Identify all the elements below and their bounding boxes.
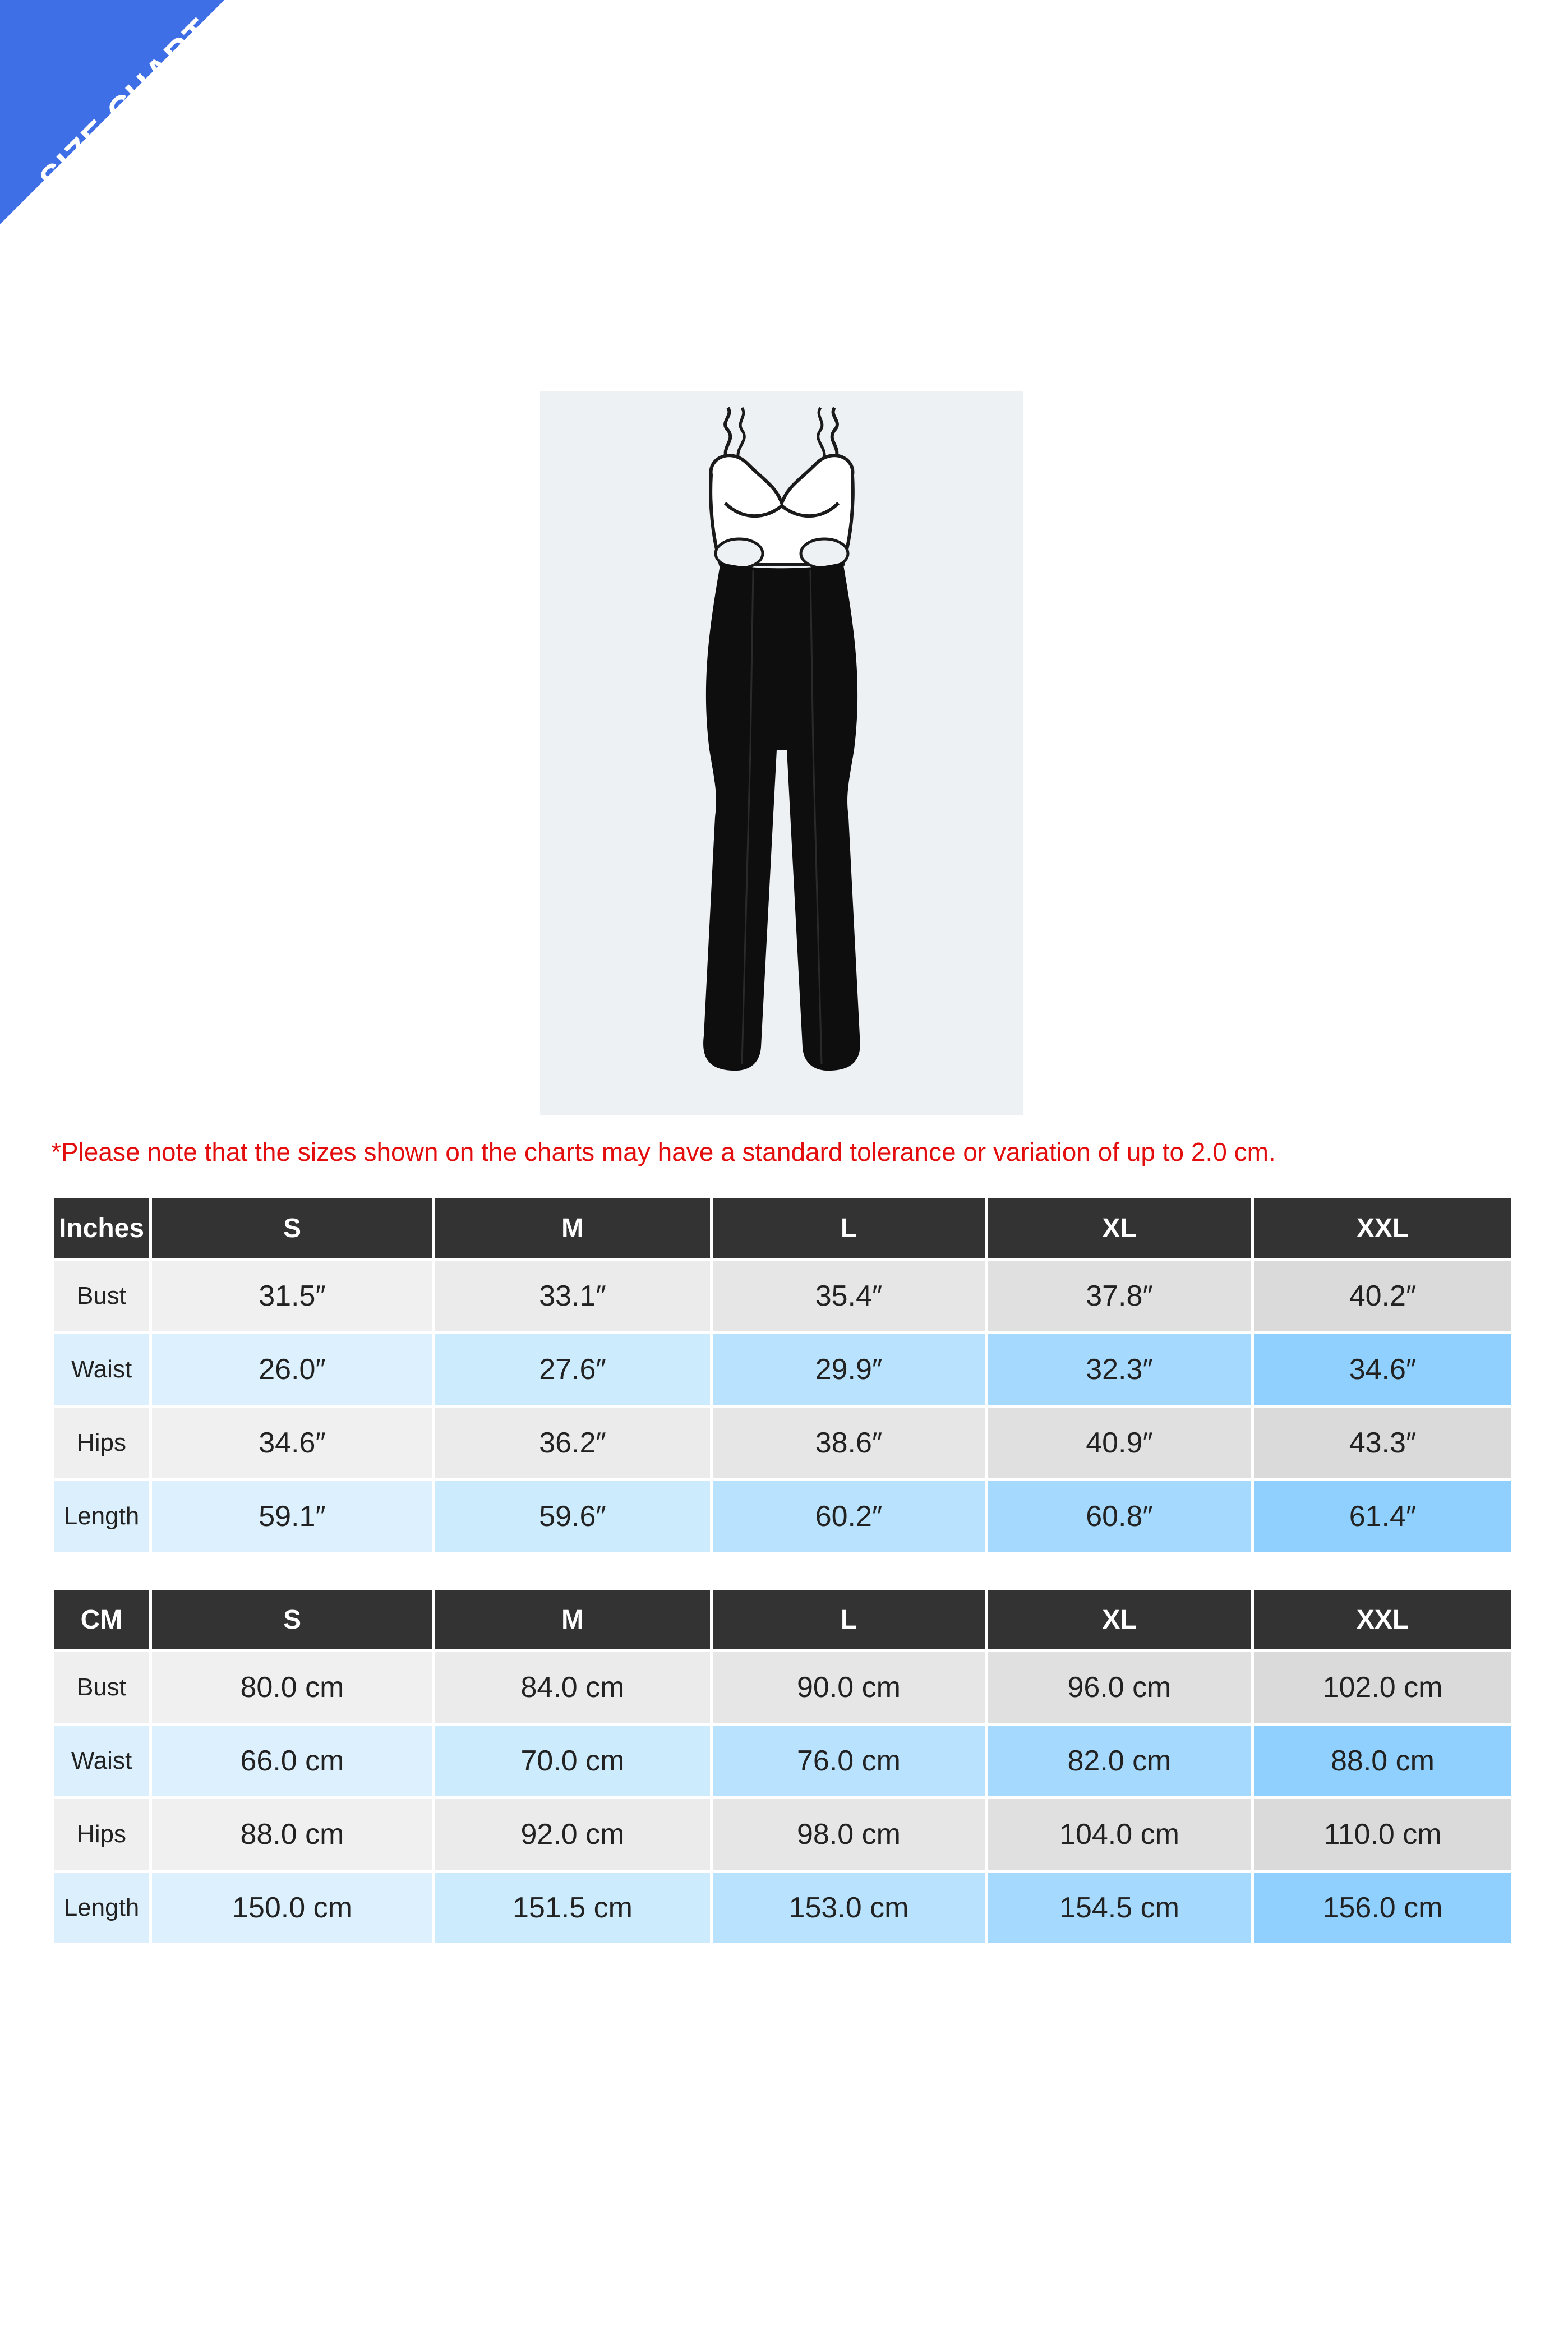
unit-header: Inches: [54, 1198, 149, 1258]
table-cell: 76.0 cm: [713, 1726, 985, 1796]
table-cell: 150.0 cm: [152, 1873, 432, 1943]
table-cell: 61.4″: [1254, 1481, 1511, 1552]
table-cell: 66.0 cm: [152, 1726, 432, 1796]
row-label: Hips: [54, 1408, 149, 1478]
table-row: [54, 1873, 1511, 1943]
row-label: Bust: [54, 1261, 149, 1331]
table-cell: 29.9″: [713, 1334, 985, 1405]
size-header-s: S: [152, 1590, 432, 1649]
jumpsuit-illustration: [540, 391, 1023, 1115]
table-cell: 104.0 cm: [988, 1799, 1251, 1870]
cm-size-table: [51, 1587, 1514, 1946]
inches-header-row: [54, 1198, 1511, 1258]
table-cell: 33.1″: [435, 1261, 710, 1331]
row-label: Hips: [54, 1799, 149, 1870]
table-cell: 35.4″: [713, 1261, 985, 1331]
table-cell: 26.0″: [152, 1334, 432, 1405]
table-cell: 90.0 cm: [713, 1652, 985, 1723]
inches-size-table: [51, 1196, 1514, 1555]
table-cell: 59.6″: [435, 1481, 710, 1552]
table-cell: 84.0 cm: [435, 1652, 710, 1723]
size-header-l: L: [713, 1198, 985, 1258]
table-cell: 60.8″: [988, 1481, 1251, 1552]
table-cell: 43.3″: [1254, 1408, 1511, 1478]
table-cell: 70.0 cm: [435, 1726, 710, 1796]
table-cell: 98.0 cm: [713, 1799, 985, 1870]
banner-label: SIZE CHART: [31, 10, 220, 200]
table-cell: 34.6″: [1254, 1334, 1511, 1405]
row-label: Waist: [54, 1726, 149, 1796]
size-header-xl: XL: [988, 1590, 1251, 1649]
cm-header-row: [54, 1590, 1511, 1649]
size-header-m: M: [435, 1198, 710, 1258]
table-cell: 151.5 cm: [435, 1873, 710, 1943]
table-cell: 154.5 cm: [988, 1873, 1251, 1943]
table-row: [54, 1481, 1511, 1552]
table-cell: 27.6″: [435, 1334, 710, 1405]
size-header-l: L: [713, 1590, 985, 1649]
table-row: [54, 1652, 1511, 1723]
row-label: Length: [54, 1873, 149, 1943]
table-cell: 82.0 cm: [988, 1726, 1251, 1796]
table-cell: 110.0 cm: [1254, 1799, 1511, 1870]
row-label: Bust: [54, 1652, 149, 1723]
tolerance-note: *Please note that the sizes shown on the charts may have a standard tolerance or variation of up to 2.0 cm.: [51, 1137, 1276, 1166]
size-header-s: S: [152, 1198, 432, 1258]
table-row: [54, 1726, 1511, 1796]
table-cell: 38.6″: [713, 1408, 985, 1478]
table-row: [54, 1408, 1511, 1478]
table-cell: 40.2″: [1254, 1261, 1511, 1331]
table-row: [54, 1799, 1511, 1870]
size-header-xxl: XXL: [1254, 1590, 1511, 1649]
table-cell: 92.0 cm: [435, 1799, 710, 1870]
table-cell: 31.5″: [152, 1261, 432, 1331]
size-header-xxl: XXL: [1254, 1198, 1511, 1258]
table-row: [54, 1334, 1511, 1405]
size-chart-banner: [0, 0, 236, 236]
table-cell: 40.9″: [988, 1408, 1251, 1478]
row-label: Waist: [54, 1334, 149, 1405]
table-cell: 102.0 cm: [1254, 1652, 1511, 1723]
table-cell: 80.0 cm: [152, 1652, 432, 1723]
table-cell: 32.3″: [988, 1334, 1251, 1405]
row-label: Length: [54, 1481, 149, 1552]
table-cell: 153.0 cm: [713, 1873, 985, 1943]
table-cell: 156.0 cm: [1254, 1873, 1511, 1943]
table-cell: 96.0 cm: [988, 1652, 1251, 1723]
size-header-m: M: [435, 1590, 710, 1649]
table-cell: 88.0 cm: [1254, 1726, 1511, 1796]
table-cell: 37.8″: [988, 1261, 1251, 1331]
product-image: [540, 391, 1023, 1115]
table-cell: 59.1″: [152, 1481, 432, 1552]
table-cell: 88.0 cm: [152, 1799, 432, 1870]
table-row: [54, 1261, 1511, 1331]
table-cell: 36.2″: [435, 1408, 710, 1478]
table-cell: 60.2″: [713, 1481, 985, 1552]
size-header-xl: XL: [988, 1198, 1251, 1258]
table-cell: 34.6″: [152, 1408, 432, 1478]
unit-header: CM: [54, 1590, 149, 1649]
